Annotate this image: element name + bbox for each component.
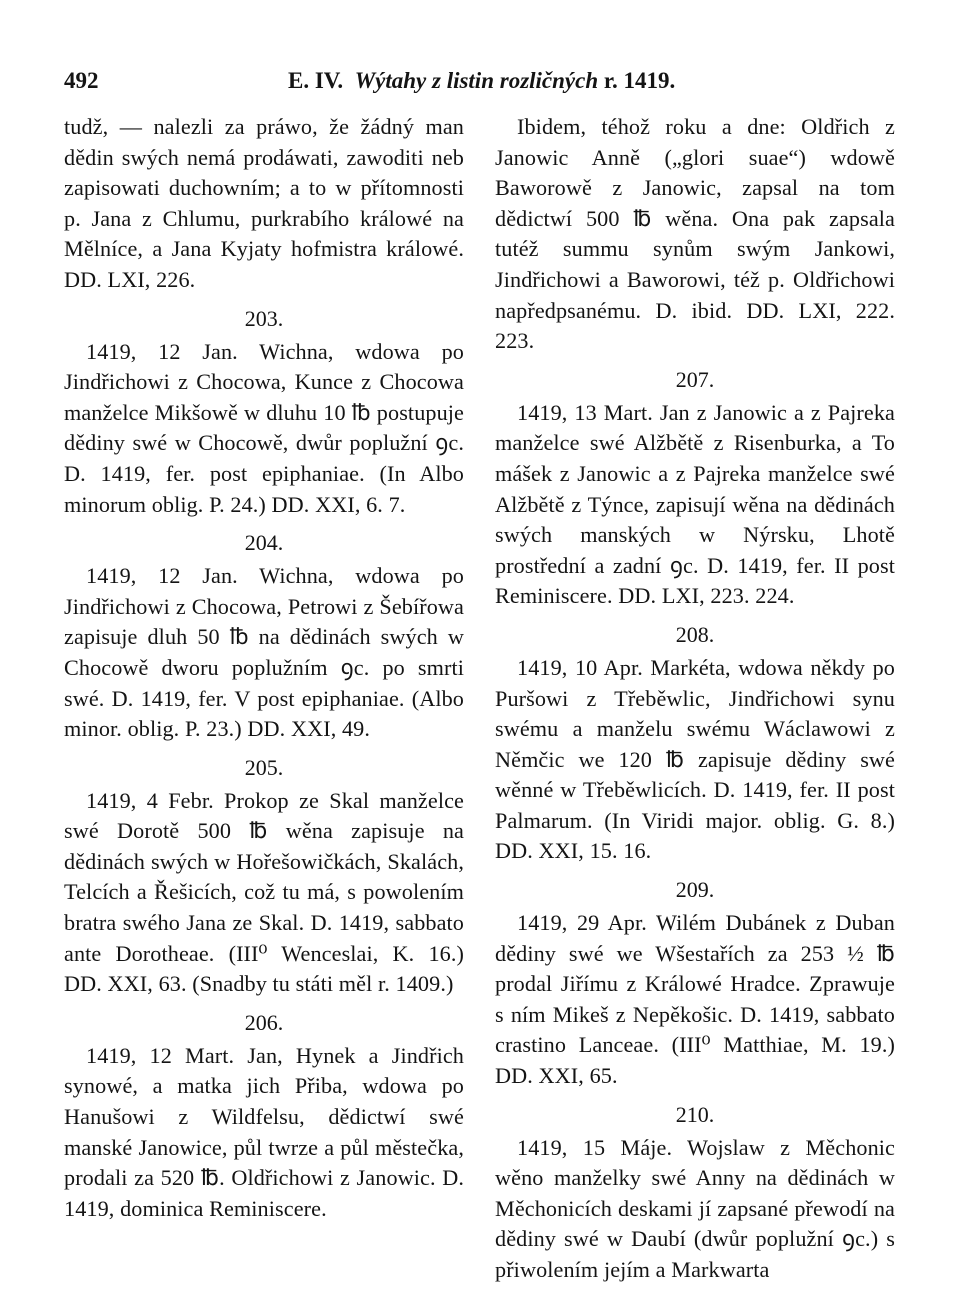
- running-title-year: r. 1419.: [603, 68, 676, 93]
- page-header: [64, 68, 894, 102]
- entry-number-204: 204.: [244, 530, 284, 556]
- entry-number-206: 206.: [244, 1009, 284, 1035]
- continued-entry: tudž, — nalezli za práwo, že žádný man dědin swých nemá prodáwati, zawoditi neb zapisowati duchowním; a to w přítomnosti p. Jana z Chlumu, purkrabího králowé na Mělníce, a Jana Kyjaty hofmistra králowé. DD. LXI, 226.: [64, 114, 464, 292]
- page-number: 492: [64, 68, 99, 93]
- entry-206: 1419, 12 Mart. Jan, Hynek a Jindřich synowé, a matka jich Přiba, wdowa po Hanušowi z Wildfelsu, dědictwí swé manské Janowice, půl twrze a půl městečka, prodali za 520 ℔. Oldřichowi z Janowic. D. 1419, dominica Reminiscere.: [64, 1042, 464, 1221]
- running-title: [288, 68, 675, 94]
- entry-210: 1419, 15 Máje. Wojslaw z Měchonic wěno manželky swé Anny na dědinách w Měchonicích deskami jí zapsané přewodí na dědiny swé w Daubí (dwůr poplužní ꝯc.) s přiwolením jejím a Markwarta: [495, 1134, 895, 1282]
- entry-207: 1419, 13 Mart. Jan z Janowic a z Pajreka manželce swé Alžbětě z Risenburka, a To mášek z Janowic a z Pajreka manželce swé Alžbětě z Týnce, zapisují wěna na dědinách swých manských w Nýrsku, Lhotě prostřední a zadní ꝯc. D. 1419, fer. II post Reminiscere. DD. LXI, 223. 224.: [495, 399, 895, 609]
- running-title-section: E. IV.: [288, 68, 344, 93]
- entry-number-207: 207.: [675, 366, 715, 392]
- entry-number-208: 208.: [675, 621, 715, 647]
- entry-203: 1419, 12 Jan. Wichna, wdowa po Jindřichowi z Chocowa, Kunce z Chocowa manželce Mikšowě w dluhu 10 ℔ postupuje dědiny swé w Chocowě, dwůr poplužní ꝯc. D. 1419, fer. post epiphaniae. (In Albo minorum oblig. P. 24.) DD. XXI, 6. 7.: [64, 338, 464, 517]
- entry-number-209: 209.: [675, 877, 715, 903]
- running-title-italic: Wýtahy z listin rozličných: [354, 68, 599, 93]
- entry-206-continued: Ibidem, téhož roku a dne: Oldřich z Janowic Anně („glori suae“) wdowě Baworowě z Janowic, zapsal na tom dědictwí 500 ℔ wěna. Ona pak zapsala tutéž summu synům swým Jankowi, Jindřichowi a Baworowi, též p. Oldřichowi napředpsanému. D. ibid. DD. LXI, 222. 223.: [495, 114, 895, 354]
- entry-209: 1419, 29 Apr. Wilém Dubánek z Duban dědiny swé we Wšestařích za 253 ½ ℔ prodal Jiřímu z Králowé Hradce. Zprawuje s ním Mikeš z Nepěkošic. D. 1419, sabbato crastino Lanceae. (III⁰ Matthiae, M. 19.) DD. XXI, 65.: [495, 910, 895, 1089]
- left-column: [64, 112, 464, 1224]
- entry-number-205: 205.: [244, 754, 284, 780]
- entry-208: 1419, 10 Apr. Markéta, wdowa někdy po Puršowi z Třeběwlic, Jindřichowi synu swému a manželu swému Wáclawowi z Němčic we 120 ℔ zapisuje dědiny swé wěnné w Třeběwlicích. D. 1419, fer. II post Palmarum. (In Viridi major. oblig. G. 8.) DD. XXI, 15. 16.: [495, 654, 895, 864]
- entry-205: 1419, 4 Febr. Prokop ze Skal manželce swé Dorotě 500 ℔ wěna zapisuje na dědinách swých w Hořešowičkách, Skalách, Telcích a Řešicích, což tu má, s powolením bratra swého Jana ze Skal. D. 1419, sabbato ante Dorotheae. (III⁰ Wenceslai, K. 16.) DD. XXI, 63. (Snadby tu státi měl r. 1409.): [64, 787, 464, 997]
- right-column: [495, 112, 895, 1286]
- entry-number-210: 210.: [675, 1101, 715, 1127]
- entry-204: 1419, 12 Jan. Wichna, wdowa po Jindřichowi z Chocowa, Petrowi z Šebířowa zapisuje dluh 50 ℔ na dědinách swých w Chocowě dworu poplužním ꝯc. po smrti swé. D. 1419, fer. V post epiphaniae. (Albo minor. oblig. P. 23.) DD. XXI, 49.: [64, 563, 464, 742]
- entry-number-203: 203.: [244, 305, 284, 331]
